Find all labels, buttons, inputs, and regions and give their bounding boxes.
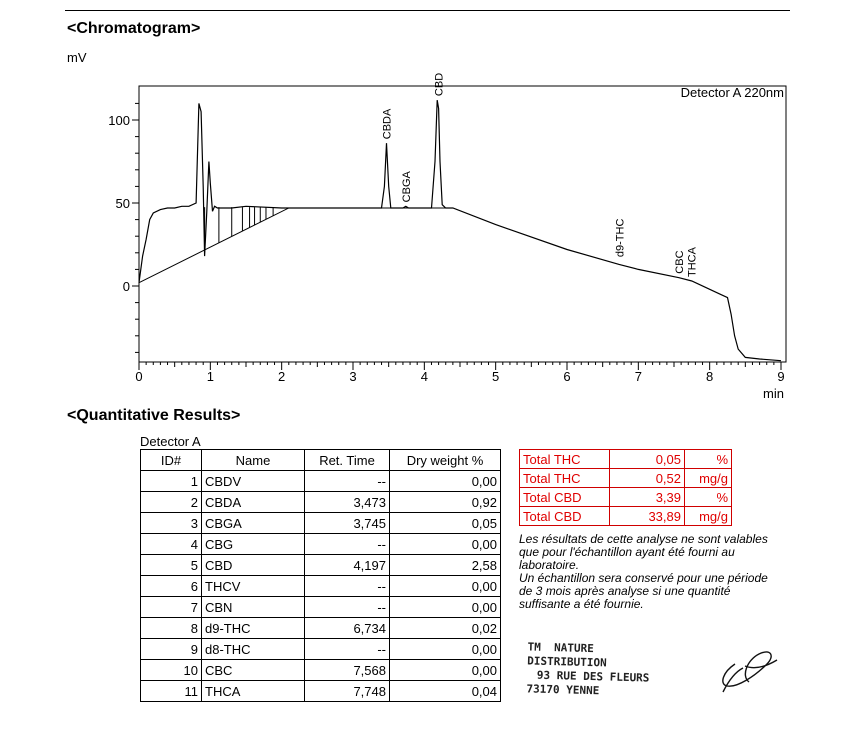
stamp-line-4: 73170 YENNE [526, 682, 600, 698]
totals-table [519, 449, 732, 526]
total-label: Total CBD [520, 507, 610, 526]
totals-row [520, 450, 732, 469]
cell-ret-time: 7,568 [305, 660, 390, 681]
note-line-2: Un échantillon sera conservé pour une période de 3 mois après analyse si une quantité suffisante a été fournie. [519, 571, 768, 611]
cell-id: 6 [141, 576, 202, 597]
plot-frame [139, 86, 786, 362]
cell-ret-time: -- [305, 639, 390, 660]
cell-name: CBDV [202, 471, 305, 492]
total-label: Total CBD [520, 488, 610, 507]
cell-name: CBD [202, 555, 305, 576]
cell-id: 4 [141, 534, 202, 555]
total-value: 0,52 [610, 469, 685, 488]
y-tick-label: 0 [122, 279, 130, 294]
stamp-line-3: 93 RUE DES FLEURS [536, 668, 650, 685]
table-row [141, 618, 501, 639]
cell-ret-time: 6,734 [305, 618, 390, 639]
total-unit: % [685, 488, 732, 507]
cell-id: 5 [141, 555, 202, 576]
cell-dry-weight: 0,00 [390, 639, 501, 660]
detector-label: Detector A 220nm [680, 85, 784, 100]
table-row [141, 471, 501, 492]
cell-ret-time: -- [305, 471, 390, 492]
integration-marks [205, 207, 273, 250]
chromatogram-signal-line [139, 100, 781, 361]
baseline-line [139, 208, 446, 283]
table-row [141, 555, 501, 576]
cell-id: 10 [141, 660, 202, 681]
table-row [141, 513, 501, 534]
cell-name: d8-THC [202, 639, 305, 660]
table-header-row [141, 450, 501, 471]
table-row [141, 597, 501, 618]
peak-labels [382, 73, 699, 277]
table-row [141, 681, 501, 702]
peak-label: CBD [433, 72, 446, 97]
table-body [141, 471, 501, 702]
cell-ret-time: -- [305, 576, 390, 597]
y-tick-label: 100 [108, 113, 130, 128]
disclaimer-note [519, 533, 779, 611]
chromatogram-heading: <Chromatogram> [67, 20, 201, 37]
y-tick-label: 50 [115, 196, 130, 211]
col-ret-time: Ret. Time [305, 450, 390, 471]
peak-label: CBDA [381, 108, 394, 140]
peak-label: CBGA [401, 171, 414, 203]
stamp-line-1: TM NATURE [527, 640, 594, 656]
total-value: 33,89 [610, 507, 685, 526]
x-tick-label: 9 [777, 369, 785, 384]
x-tick-label: 5 [492, 369, 500, 384]
quantitative-table [140, 449, 501, 702]
total-unit: mg/g [685, 507, 732, 526]
cell-id: 3 [141, 513, 202, 534]
cell-ret-time: 3,745 [305, 513, 390, 534]
col-id: ID# [141, 450, 202, 471]
totals-row [520, 488, 732, 507]
peak-label: d9-THC [614, 218, 627, 258]
stamp-line-2: DISTRIBUTION [527, 654, 607, 670]
totals-row [520, 507, 732, 526]
col-name: Name [202, 450, 305, 471]
detector-caption: Detector A [140, 434, 201, 449]
cell-dry-weight: 0,05 [390, 513, 501, 534]
cell-name: CBGA [202, 513, 305, 534]
cell-dry-weight: 0,00 [390, 576, 501, 597]
cell-name: d9-THC [202, 618, 305, 639]
cell-name: THCA [202, 681, 305, 702]
cell-dry-weight: 0,00 [390, 534, 501, 555]
x-tick-label: 0 [135, 369, 143, 384]
total-unit: % [685, 450, 732, 469]
company-stamp [526, 640, 650, 699]
cell-dry-weight: 0,00 [390, 597, 501, 618]
peak-label: CBC [673, 250, 686, 274]
cell-id: 9 [141, 639, 202, 660]
cell-dry-weight: 0,02 [390, 618, 501, 639]
x-tick-label: 4 [420, 369, 428, 384]
table-row [141, 639, 501, 660]
cell-dry-weight: 0,04 [390, 681, 501, 702]
cell-dry-weight: 0,00 [390, 471, 501, 492]
cell-ret-time: 3,473 [305, 492, 390, 513]
totals-row [520, 469, 732, 488]
cell-name: THCV [202, 576, 305, 597]
x-tick-label: 3 [349, 369, 357, 384]
y-unit-label: mV [67, 50, 87, 65]
peak-label: THCA [686, 247, 699, 278]
table-row [141, 576, 501, 597]
cell-dry-weight: 0,92 [390, 492, 501, 513]
x-tick-label: 8 [706, 369, 714, 384]
x-tick-label: 7 [634, 369, 642, 384]
cell-id: 2 [141, 492, 202, 513]
signature-image [715, 636, 785, 696]
cell-id: 1 [141, 471, 202, 492]
x-tick-label: 2 [278, 369, 286, 384]
total-label: Total THC [520, 469, 610, 488]
cell-name: CBG [202, 534, 305, 555]
cell-ret-time: 4,197 [305, 555, 390, 576]
y-axis-ticks [108, 103, 139, 352]
col-dry-weight: Dry weight % [390, 450, 501, 471]
cell-id: 11 [141, 681, 202, 702]
cell-ret-time: -- [305, 534, 390, 555]
table-row [141, 492, 501, 513]
cell-dry-weight: 0,00 [390, 660, 501, 681]
cell-name: CBDA [202, 492, 305, 513]
total-value: 3,39 [610, 488, 685, 507]
cell-ret-time: 7,748 [305, 681, 390, 702]
cell-dry-weight: 2,58 [390, 555, 501, 576]
cell-name: CBC [202, 660, 305, 681]
quantitative-heading: <Quantitative Results> [67, 407, 241, 424]
table-row [141, 660, 501, 681]
cell-id: 7 [141, 597, 202, 618]
total-unit: mg/g [685, 469, 732, 488]
x-axis-ticks [135, 362, 784, 384]
x-unit-label: min [763, 386, 784, 401]
note-line-1: Les résultats de cette analyse ne sont valables que pour l'échantillon ayant été fourni au laboratoire. [519, 532, 768, 572]
total-value: 0,05 [610, 450, 685, 469]
total-label: Total THC [520, 450, 610, 469]
cell-id: 8 [141, 618, 202, 639]
cell-name: CBN [202, 597, 305, 618]
x-tick-label: 6 [563, 369, 571, 384]
table-row [141, 534, 501, 555]
cell-ret-time: -- [305, 597, 390, 618]
x-tick-label: 1 [206, 369, 214, 384]
